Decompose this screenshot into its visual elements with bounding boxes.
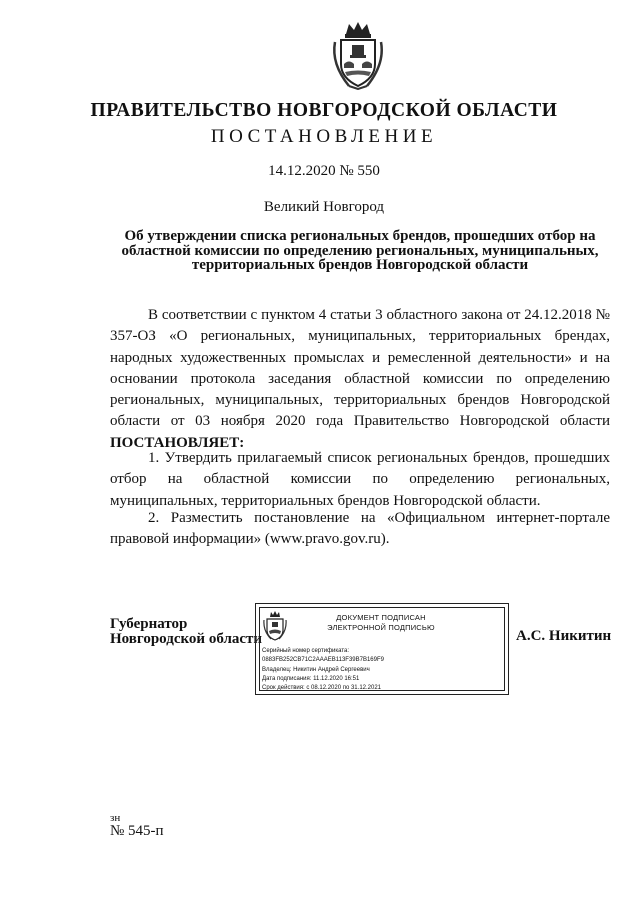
novgorod-coat-of-arms-icon <box>263 611 287 641</box>
stamp-cert-label: Серийный номер сертификата: <box>262 648 350 654</box>
preamble <box>110 305 610 454</box>
document-type: ПОСТАНОВЛЕНИЕ <box>210 126 438 147</box>
stamp-heading-line2: ЭЛЕКТРОННОЙ ПОДПИСЬЮ <box>327 623 435 632</box>
preamble-text: В соответствии с пунктом 4 статьи 3 областного закона от 24.12.2018 № 357-ОЗ «О региональных, муниципальных, территориальных брендах, народных художественных промыслах и ремесленной деятельности» и на основании протокола заседания областной комиссии по определению региональных, муниципальных, территориальных брендов Новгородской области от 03 ноября 2020 года Правительство Новгородской области <box>110 307 610 430</box>
resolution-item-1 <box>110 448 610 512</box>
signatory-name: А.С. Никитин <box>516 628 612 644</box>
government-title: ПРАВИТЕЛЬСТВО НОВГОРОДСКОЙ ОБЛАСТИ <box>90 100 558 121</box>
signatory-title <box>110 617 262 647</box>
stamp-signed-date: Дата подписания: 11.12.2020 16:51 <box>262 675 360 682</box>
stamp-details <box>262 647 502 693</box>
signatory-title-line2: Новгородской области <box>110 631 263 647</box>
coat-of-arms-icon <box>329 20 387 90</box>
stamp-cert-number: 0883FB252CB71C2AAAEB113F39B7B169F9 <box>262 657 384 664</box>
footer-number: № 545-п <box>110 823 164 839</box>
date-and-number: 14.12.2020 № 550 <box>268 163 380 179</box>
stamp-heading <box>296 613 466 633</box>
stamp-validity: Срок действия: с 08.12.2020 по 31.12.2021 <box>262 685 382 692</box>
stamp-heading-line1: ДОКУМЕНТ ПОДПИСАН <box>336 613 426 622</box>
resolution-item-2-text: 2. Разместить постановление на «Официальном интернет-портале правовой информации» (www.pravo.gov.ru). <box>110 510 610 548</box>
resolution-item-1-text: 1. Утвердить прилагаемый список региональных брендов, прошедших отбор на областной комиссии по определению региональных, муниципальных, территориальных брендов Новгородской области. <box>110 450 610 509</box>
city: Великий Новгород <box>263 199 385 215</box>
footer-initials: зн <box>110 812 121 824</box>
stamp-owner: Владелец: Никитин Андрей Сергеевич <box>262 666 370 673</box>
signatory-title-line1: Губернатор <box>110 616 188 632</box>
electronic-signature-stamp <box>255 603 509 695</box>
document-subject: Об утверждении списка региональных брендов, прошедших отбор на областной комиссии по определению региональных, муниципальных, территориальных брендов Новгородской области <box>121 228 599 273</box>
resolution-item-2 <box>110 508 610 551</box>
resolves-word: ПОСТАНОВЛЯЕТ: <box>110 434 245 451</box>
footer-reference <box>110 812 164 838</box>
